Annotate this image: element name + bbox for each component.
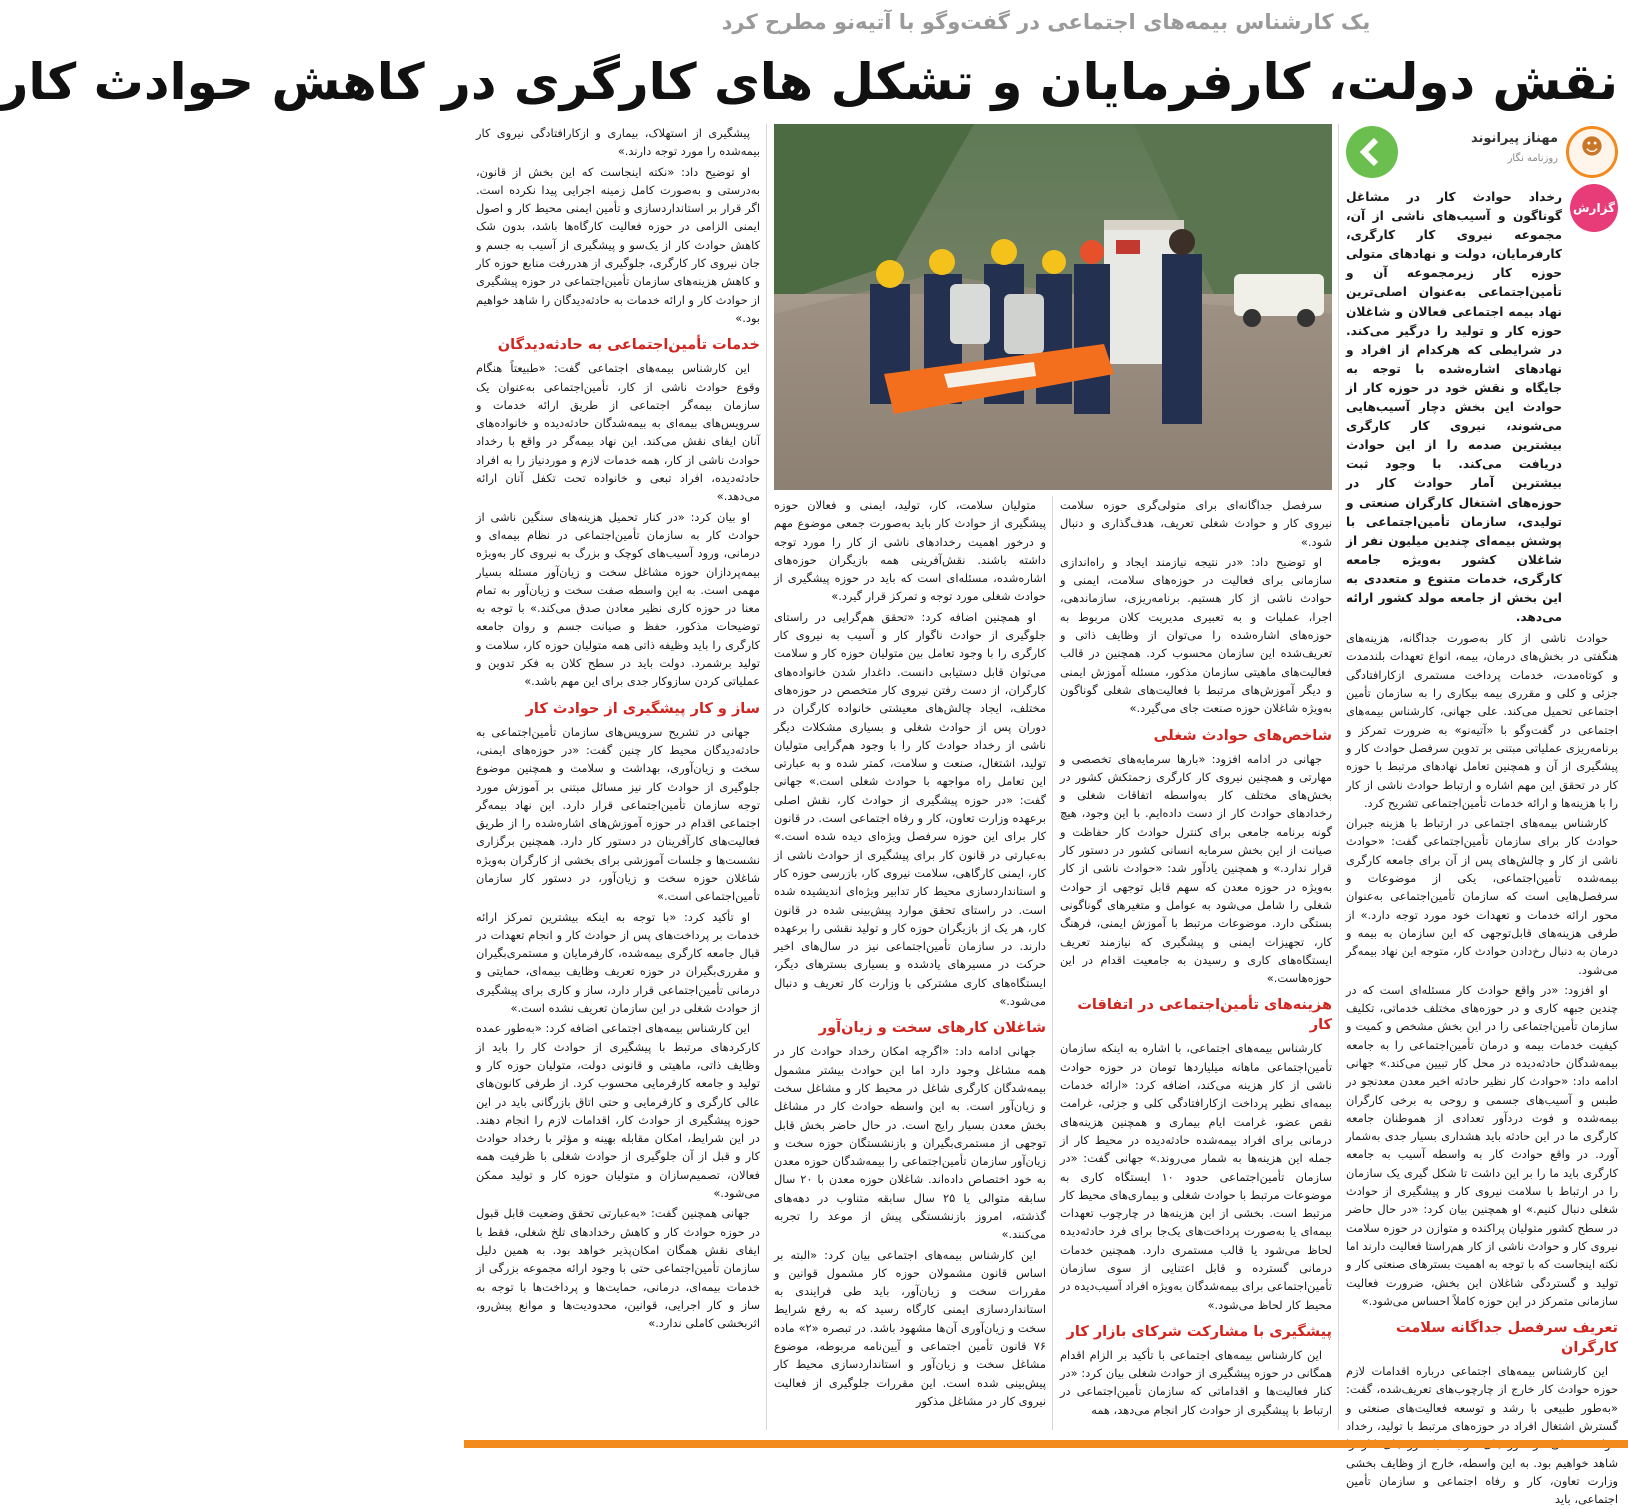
paragraph: سرفصل جداگانه‌ای برای متولی‌گری حوزه سلامت نیروی کار و حوادث شغلی تعریف، هدف‌گذاری و دنبال شود.» xyxy=(1060,498,1332,549)
paragraph: این کارشناس بیمه‌های اجتماعی با تأکید بر الزام اقدام همگانی در حوزه پیشگیری از حوادث شغلی بیان کرد: «در کنار فعالیت‌ها و اقداماتی که سازمان تأمین‌اجتماعی در ارتباط با پیشگیری از حوادث کار انجام می‌دهد، همه xyxy=(1060,1347,1332,1417)
report-badge: گزارش xyxy=(1570,184,1618,232)
section-heading: ساز و کار پیشگیری از حوادث کار xyxy=(525,700,760,717)
paragraph: او توضیح داد: «نکته اینجاست که این بخش از قانون، به‌درستی و به‌صورت کامل زمینه اجرایی پیدا نکرده است. اگر قرار بر استانداردسازی و تأمین ایمنی محیط کار و اصول ایمنی الزامی در حوزه فعالیت کارگاه‌ها باشد، بدون شک کاهش حوادث کار از یک‌سو و پیشگیری از آسیب به جسم و جان نیروی کار کارگری، جلوگیری از هدررفت منابع حوزه کار و کاهش هزینه‌های سازمان تأمین‌اجتماعی در حوزه پیشگیری از حوادث کار و ارائه خدمات به حادثه‌دیدگان را شاهد خواهیم بود.» xyxy=(476,164,760,325)
paragraph: جهانی در تشریح سرویس‌های سازمان تأمین‌اجتماعی به حادثه‌دیدگان محیط کار چنین گفت: «در حوزه‌های ایمنی، سخت و زیان‌آوری، بهداشت و سلامت و همچنین موضوع جلوگیری از حوادث کار نیز مسائل مبتنی بر آموزش مورد توجه سازمان تأمین‌اجتماعی قرار دارد. این نهاد بیمه‌گر اجتماعی اقدام در حوزه آموزش‌های اشاره‌شده را از طریق فعالیت‌های کارآفرینان در دستور کار دارد. همچنین برگزاری نشست‌ها و جلسات آموزشی برای بخشی از کارگران به‌ویژه شاغلان حوزه سخت و زیان‌آور، در دستور کار سازمان تأمین‌اجتماعی است.» xyxy=(476,724,760,904)
paragraph: جهانی همچنین گفت: «به‌عبارتی تحقق وضعیت قابل قبول در حوزه حوادث کار و کاهش رخدادهای تلخ شغلی، فقط با ایفای نقش همگان امکان‌پذیر خواهد بود. به همین دلیل سازمان تأمین‌اجتماعی حتی با وجود ارائه مجموعه بزرگی از خدمات بیمه‌ای، درمانی، حمایت‌ها و پرداخت‌ها با توجه به ساز و کار اجرایی، قوانین، محدودیت‌ها و موانع پیش‌رو، اثربخشی کاملی ندارد.» xyxy=(476,1206,760,1331)
section-heading: تعریف سرفصل جداگانه سلامت کارگران xyxy=(1395,1320,1618,1357)
paragraph: او تأکید کرد: «با توجه به اینکه بیشترین تمرکز ارائه خدمات بر پرداخت‌های پس از حوادث کار و انجام تعهدات در قبال جامعه کارگری بیمه‌شده، کارفرمایان و مستمری‌بگیران و مقرری‌بگیران در حوزه تعریف وظایف بیمه‌ای، حمایتی و درمانی تأمین‌اجتماعی قرار دارد، ساز و کاری برای پیشگیری از حوادث شغلی در این سازمان تعریف نشده است.» xyxy=(476,909,760,1016)
paragraph: این کارشناس بیمه‌های اجتماعی اضافه کرد: «به‌طور عمده کارکردهای مرتبط با پیشگیری از حوادث کار را باید از وظایف ذاتی، ماهیتی و قانونی دولت، متولیان حوزه کار و تولید و جامعه کارفرمایی محسوب کرد. از طرفی کانون‌های عالی کارگری و کارفرمایی و حتی اتاق بازرگانی باید در این حوزه پیشگیری از حوادث کار، اقدامات لازم را انجام دهند. در این شرایط، امکان مقابله بهینه و مؤثر با رخداد حوادث کار و قبل از آن جلوگیری از حوادث شغلی با ظرفیت همه فعالان، تصمیم‌سازان و متولیان حوزه کار و تولید ممکن می‌شود.» xyxy=(476,1021,760,1201)
paragraph: پیشگیری از استهلاک، بیماری و ازکارافتادگی نیروی کار بیمه‌شده را مورد توجه دارند.» xyxy=(476,126,760,159)
paragraph: این کارشناس بیمه‌های اجتماعی درباره اقدامات لازم حوزه حوادث کار خارج از چارچوب‌های تعریف‌شده، گفت: «به‌طور طبیعی با رشد و توسعه فعالیت‌های صنعتی و گسترش اشتغال افراد در حوزه‌های مرتبط با تولید، رخداد شاهد خواهیم بود. به این واسطه، خارج از وظایف بخشی وزارت تعاون، کار و رفاه اجتماعی و سازمان تأمین اجتماعی، باید xyxy=(1346,1364,1618,1507)
arrow-icon xyxy=(1346,126,1398,178)
paragraph: او افزود: «در واقع حوادث کار مسئله‌ای است که در چندین جبهه کاری و در حوزه‌های مختلف خدماتی، تکلیف سازمان تأمین‌اجتماعی را در این بخش مشخص و کمیت و کیفیت خدمات بیمه و درمان تأمین‌اجتماعی را به جامعه بیمه‌شدگان حادثه‌دیده در محل کار تبیین می‌کند.» جهانی ادامه داد: «حوادث کار نظیر حادثه اخیر معدن معدنجو در طبس و آسیب‌های جسمی و روحی به برخی کارگران بیمه‌شده و فوت درد‌آور تعدادی از هموطنان جامعه کارگری ما در این حادثه باید هشداری بسیار جدی به‌شمار آورد. در واقع حوادث کار به واسطه آسیب به جامعه کارگری باید ما را بر این داشت تا شکل گیری یک سازمان را در ارتباط با سلامت نیروی کار و پیشگیری از حوادث شغلی دنبال کنیم.» او همچنین بیان کرد: «در حال حاضر در سطح کشور متولیان پراکنده و متوازن در حوزه سلامت نیروی کار و حوادث ناشی از کار هم‌راستا فعالیت دارند اما نکته اینجاست که با توجه به اهمیت بسترهای صنعتی کار و تولید و گستردگی شاغلان این بخش، ضرورت فعالیت سازمانی متمرکز در این حوزه کاملاً احساس می‌شود.» xyxy=(1346,982,1618,1308)
paragraph: متولیان سلامت، کار، تولید، ایمنی و فعالان حوزه پیشگیری از حوادث کار باید به‌صورت جمعی موضوع مهم و درخور اهمیت رخدادهای ناشی از کار را مورد توجه داشته باشند. نقش‌آفرینی همه بازیگران حوزه‌های اشاره‌شده، مسئله‌ای است که باید در حوزه پیشگیری از حوادث شغلی مورد توجه و تمرکز قرار گیرد.» xyxy=(774,498,1046,604)
paragraph: او همچنین اضافه کرد: «تحقق هم‌گرایی در راستای جلوگیری از حوادث ناگوار کار و آسیب به نیروی کار کارگری را با وجود تعامل بین متولیان حوزه کار و سلامت می‌توان قابل دستیابی دانست. داغدار شدن خانواده‌های کارگران، از دست رفتن نیروی کار متخصص در حوزه‌های مختلف، ایجاد چالش‌های معیشتی خانواده کارگران در دوران پس از حوادث شغلی و بسیاری مشکلات دیگر ناشی از رخداد حوادث کار را با وجود هم‌گرایی متولیان تولید، اشتغال، صنعت و سلامت، کمتر شده و به عبارتی این تعامل راه مواجهه با حوادث شغلی است.» جهانی گفت: «در حوزه پیشگیری از حوادث کار، نقش اصلی برعهده وزارت تعاون، کار و رفاه اجتماعی است. در قانون کار برای این حوزه سرفصل ویژه‌ای دیده شده است.» به‌عبارتی در قانون کار برای پیشگیری از حوادث ناشی از کار، ایمنی کارگاهی، سلامت نیروی کار، بازرسی حوزه کار و استانداردسازی محیط کار تدابیر ویژه‌ای اندیشیده شده است. در راستای تحقق موارد پیش‌بینی شده در قانون کار، هر یک از بازیگران حوزه کار و تولید نقشی را برعهده دارند. در سازمان تأمین‌اجتماعی نیز در سال‌های اخیر حرکت در مسیرهای یادشده و بسیاری بسترهای دیگر، ایستگاه‌های کاری مشترکی با وزارت کار تعریف و دنبال می‌شود.» xyxy=(774,609,1046,1009)
section-heading: هزینه‌های تأمین‌اجتماعی در اتفاقات کار xyxy=(1077,997,1332,1034)
paragraph: حوادث ناشی از کار به‌صورت جداگانه، هزینه‌های هنگفتی در بخش‌های درمان، بیمه، انواع تعهدات بلندمدت و کوتاه‌مدت، خدمات پرداخت مستمری ازکارافتادگی جزئی و کلی و مقرری بیمه بیکاری را به سازمان تأمین اجتماعی تحمیل می‌کند. علی جهانی، کارشناس بیمه‌های اجتماعی در گفت‌وگو با «آتیه‌نو» به ضرورت تمرکز و برنامه‌ریزی عملیاتی مبتنی بر تدوین سرفصل حوادث کار و پیشگیری از آن و همچنین تعامل نهادهای مرتبط با حوزه کار در تحقق این مهم اشاره و ارتباط حوادث ناشی از کار را با هزینه‌ها و ارائه خدمات تأمین‌اجتماعی تشریح کرد. xyxy=(1346,631,1618,810)
paragraph: او بیان کرد: «در کنار تحمیل هزینه‌های سنگین ناشی از حوادث کار به سازمان تأمین‌اجتماعی در نظام بیمه‌ای و درمانی، ورود آسیب‌های کوچک و بزرگ به نیروی کار به‌ویژه بیمه‌پردازان حوزه مشاغل سخت و زیان‌آور مسئله بسیار مهمی است. به این واسطه صفت سخت و زیان‌آور به تمام معنا در حوزه کاری نظیر معادن صدق می‌کند.» با توجه به توضیحات مذکور، حفظ و صیانت جسم و روان جامعه کارگری را باید وظیفه ذاتی همه متولیان حوزه کار، سلامت و تولید برشمرد. دولت باید در سطح کلان به فکر تدوین و عملیاتی کردن سازوکار جدی برای این مهم باشد.» xyxy=(476,509,760,689)
column-3 xyxy=(774,496,1046,1430)
column-divider xyxy=(766,124,767,1430)
section-heading: شاغلان کارهای سخت و زیان‌آور xyxy=(818,1020,1046,1037)
paragraph: این کارشناس بیمه‌های اجتماعی گفت: «طبیعتاً هنگام وقوع حوادث ناشی از کار، تأمین‌اجتماعی به‌عنوان یک سازمان بیمه‌گر اجتماعی از طریق ارائه خدمات و سرویس‌های بیمه‌ای به بیمه‌شدگان حادثه‌دیده و خانواده‌های آنان ایفای نقش می‌کند. این نهاد بیمه‌گر در واقع با رخداد حوادث ناشی از کار، همه خدمات لازم و موردنیاز را به افراد حادثه‌دیده، افراد تبعی و خانواده تحت تکفل آنان ارائه می‌دهد.» xyxy=(476,361,760,504)
paragraph: جهانی ادامه داد: «اگرچه امکان رخداد حوادث کار در همه مشاغل وجود دارد اما این حوادث بیشتر مشمول بیمه‌شدگان کارگری شاغل در محیط کار و مشاغل سخت و زیان‌آور است. به این واسطه حوادث کار در مشاغل بخش معدن بسیار رایج است. در حال حاضر بخش قابل توجهی از مستمری‌بگیران و بازنشستگان حوزه سخت و زیان‌آور سازمان تأمین‌اجتماعی را بیمه‌شدگان حوزه معدن به خود اختصاص داده‌اند. شاغلان حوزه معدن با ۲۰ سال سابقه متوالی یا ۲۵ سال سابقه متناوب در دهه‌های گذشته، امروز بازنشستگی پیش از موعد را تجربه می‌کنند.» xyxy=(774,1044,1046,1242)
column-4 xyxy=(476,124,760,1430)
paragraph: این کارشناس بیمه‌های اجتماعی بیان کرد: «البته بر اساس قانون مشمولان حوزه کار مشمول قوانین و مقررات سخت و زیان‌آور، باید طی فرایندی به استانداردسازی ایمنی کارگاه رسید که به رفع شرایط سخت و زیان‌آوری آن‌ها مشهود باشد. در تبصره «۲» ماده ۷۶ قانون تأمین اجتماعی و آیین‌نامه مربوطه، موضوع مشاغل سخت و زیان‌آور و استانداردسازی محیط کار پیش‌بینی شده است. این مقررات جلوگیری از فعالیت نیروی کار در مشاغل مذکور xyxy=(774,1247,1047,1408)
lead-paragraph: رخداد حوادث کار در مشاغل گوناگون و آسیب‌های ناشی از آن، مجموعه نیروی کار کارگری، کارفرمایان، دولت و نهادهای متولی حوزه کار زیرمجموعه آن و تأمین‌اجتماعی به‌عنوان اصلی‌ترین نهاد بیمه اجتماعی فعالان و شاغلان حوزه کار و تولید را درگیر می‌کند. در شرایطی که هرکدام از افراد و نهادهای اشاره‌شده با توجه به جایگاه و نقش خود در حوزه کار از حوادث این بخش دچار آسیب‌هایی می‌شوند، نیروی کار کارگری بیشترین صدمه را از این حوادث دریافت می‌کند. با وجود ثبت بیشترین آمار حوادث کار در حوزه‌های اشتغال کارگران صنعتی و تولیدی، سازمان تأمین‌اجتماعی با پوشش بیمه‌ای چندین میلیون نفر از شاغلان کشور به‌ویژه جامعه کارگری، خدمات متنوع و متعددی به این بخش از جامعه مولد کشور ارائه می‌دهد. xyxy=(1346,190,1562,625)
author-box xyxy=(1346,124,1618,184)
author-name: مهناز پیرانوند xyxy=(1471,131,1558,146)
paragraph: جهانی در ادامه افزود: «بارها سرمایه‌های تخصصی و مهارتی و همچنین نیروی کار کارگری زحمتکش کشور در بخش‌های مختلف کار به‌واسطه اتفاقات شغلی و رخدادهای حوادث کار از دست داده‌ایم. با این وجود، هیچ گونه برنامه جامعی برای کنترل حوادث کار حفاظت و صیانت از این بخش سرمایه انسانی کشور در دستور کار قرار ندارد.» و همچنین یادآور شد: «حوادث ناشی از کار به‌ویژه در حوزه معدن که سهم قابل توجهی از حوادث شغلی را شامل می‌شود به عوامل و متغیرهای گوناگونی بستگی دارد. موضوعات مرتبط با آموزش ایمنی، فرهنگ کار، تجهیزات ایمنی و پیشگیری که نیازمند تعریف ایستگاه‌های کاری و رسیدن به جامعیت اقدام در این حوزه‌هاست.» xyxy=(1060,751,1332,986)
section-heading: پیشگیری با مشارکت شرکای بازار کار xyxy=(1066,1323,1332,1340)
column-divider xyxy=(1052,496,1053,1430)
paragraph: کارشناس بیمه‌های اجتماعی، با اشاره به اینکه سازمان تأمین‌اجتماعی ماهانه میلیاردها تومان در حوزه حوادث ناشی از کار هزینه می‌کند، اضافه کرد: «ارائه خدمات بیمه‌ای نظیر پرداخت ازکارافتادگی کلی و جزئی، غرامت نقص عضو، غرامت ایام بیماری و همچنین هزینه‌های درمانی برای افراد بیمه‌شده حادثه‌دیده در محیط کار از جمله این هزینه‌ها به شمار می‌روند.» جهانی گفت: «در سازمان تأمین‌اجتماعی حدود ۱۰ ایستگاه کاری به موضوعات مرتبط با حوادث شغلی و بیماری‌های محیط کار مرتبط است. بخشی از این هزینه‌ها در چارچوب تعهدات بیمه‌ای یا به‌صورت پرداخت‌های یک‌جا برای فرد حادثه‌دیده لحاظ می‌شود یا قالب مستمری دارد. همچنین خدمات درمانی گسترده و قابل اعتنایی از سوی سازمان تأمین‌اجتماعی برای بیمه‌شدگان به‌ویژه افراد آسیب‌دیده در محیط کار لحاظ می‌شود.» xyxy=(1060,1041,1332,1312)
person-icon: ☻ xyxy=(1580,135,1604,160)
section-heading: خدمات تأمین‌اجتماعی به حادثه‌دیدگان xyxy=(497,337,760,354)
author-role: روزنامه نگار xyxy=(1507,153,1558,164)
paragraph: کارشناس بیمه‌های اجتماعی در ارتباط با هزینه جبران حوادث کار برای سازمان تأمین‌اجتماعی گفت: «حوادث ناشی از کار و چالش‌های پس از آن برای جامعه کارگری بیمه‌شده تأمین‌اجتماعی، یکی از موضوعات و سرفصل‌هایی است که سازمان تأمین‌اجتماعی به‌عنوان محور ارائه خدمات و تعهدات خود مورد توجه دارد.» از طرفی هزینه‌های قابل‌توجهی که این سازمان به بیمه و درمان به دنبال رخ‌دادن حوادث کار، متوجه این نهاد بیمه‌گر می‌شود. xyxy=(1346,816,1618,977)
headline: نقش دولت، کارفرمایان و تشکل های کارگری در کاهش حوادث کار xyxy=(0,53,1618,111)
author-photo xyxy=(1566,126,1618,178)
section-heading: شاخص‌های حوادث شغلی xyxy=(1153,727,1332,744)
column-2 xyxy=(1060,496,1332,1430)
paragraph: او توضیح داد: «در نتیجه نیازمند ایجاد و راه‌اندازی سازمانی برای فعالیت در حوزه‌های سلامت، ایمنی و حوادث ناشی از کار هستیم. برنامه‌ریزی، سازماندهی، اجرا، عملیات و به تعبیری مدیریت کلان مربوط به حوزه‌های اشاره‌شده را می‌توان از وظایف ذاتی و تعریف‌شده این سازمان محسوب کرد. همچنین در قالب فعالیت‌های ماهیتی سازمان مذکور، مسئله آموزش ایمنی و دیگر آموزش‌های مرتبط با فعالیت‌های شغلی گوناگون به‌ویژه شاغلان حوزه صنعت جای می‌گیرد.» xyxy=(1060,554,1332,716)
column-divider xyxy=(1338,124,1339,1430)
column-1 xyxy=(1346,124,1618,1507)
article-photo xyxy=(774,124,1332,490)
kicker: یک کارشناس بیمه‌های اجتماعی در گفت‌وگو با آتیه‌نو مطرح کرد xyxy=(721,10,1371,34)
footer-bar xyxy=(464,1440,1628,1448)
